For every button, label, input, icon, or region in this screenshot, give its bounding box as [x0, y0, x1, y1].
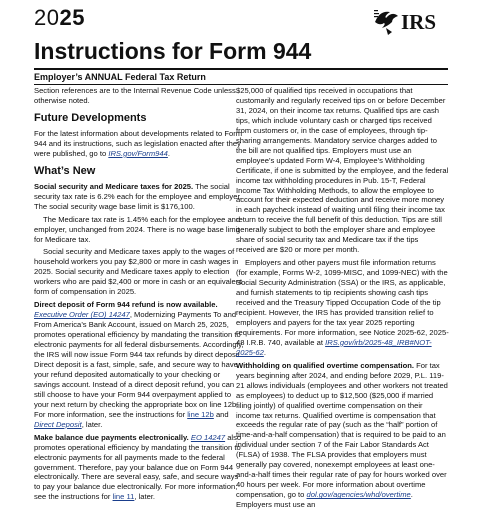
- left-column: [34, 86, 244, 502]
- direct-deposit-paragraph: [34, 300, 244, 429]
- payors-paragraph: [236, 258, 449, 358]
- payments-paragraph: [34, 433, 244, 503]
- notice-2025-62-link[interactable]: IRS.gov/irb/2025-48_IRB#NOT-2025-62: [236, 337, 432, 357]
- year-suffix: 25: [59, 5, 85, 30]
- direct-deposit-heading: Direct deposit of Form 944 refund is now available.: [34, 300, 218, 310]
- payors-text: Employers and other payers must file information returns (for example, Forms W-2, 1099-MISC, and 1099-NEC) with the Social Security Administration (SSA) or the IRS, as applicable, and furnish statements to tip recipients showing cash tips received and the Treasury Tipped Occupation Code of the tip recipient. However, the IRS has provided transition relief to employers and payers for the tax year 2025 reporting requirements. For more information, see Notice 2025-62, 2025-48 I.R.B. 740, available at: [236, 258, 449, 347]
- intro-text: Section references are to the Internal Revenue Code unless otherwise noted.: [34, 86, 236, 105]
- future-paragraph: For the latest information about developments related to Form 944 and its instructions, such as legislation enacted after they were published, go to IRS.gov/Form944.: [34, 128, 243, 158]
- tips-paragraph: $25,000 of qualified tips received in occupations that customarily and regularly received tips on or before December 31, 2024, on their income tax returns. Qualified tips are cash tips, which include voluntary cash or charged tips received from customers or, in the case of employees, through tip-sharing arrangements. Mandatory service charges added to the bill are not qualified tips. Employers must use an employee’s updated Form W-4, Employee’s Withholding Certificate, if one is submitted by the employee, and the federal income tax withholding procedures in Pub. 15-T, Federal Income Tax Withholding Methods, to allow the employee to account for their expected deduction and receive more money in each paycheck instead of waiting until filing their income tax return to receive the full benefit of this deduction. Tips are still generally subject to both the employer share and employee share of social security tax and Medicare tax if the tips received are $20 or more per month.: [236, 86, 449, 255]
- title-rule: [34, 68, 448, 70]
- overtime-heading: Withholding on qualified overtime compensation.: [236, 360, 414, 370]
- form944-link[interactable]: IRS.gov/Form944: [108, 148, 168, 158]
- page-subtitle: Employer’s ANNUAL Federal Tax Return: [34, 72, 206, 82]
- payments-end: , later.: [134, 492, 156, 502]
- right-column: [236, 86, 449, 510]
- ss-text: The social security tax rate is 6.2% each for the employee and employer. The social security wage base limit is $176,100.: [34, 181, 242, 211]
- ss-paragraph: [34, 182, 244, 212]
- and-text: and: [213, 409, 229, 419]
- future-text: For the latest information about developments related to Form 944 and its instructions, such as legislation enacted after they were published, go to: [34, 128, 243, 158]
- heading-whats-new: What’s New: [34, 164, 96, 177]
- direct-deposit-text: , Modernizing Payments To and From America’s Bank Account, issued on March 25, 2025, promotes operational efficiency by mandating the transition to electronic payments for all federal disbursements. Accordingly, the IRS will now issue Form 944 tax refunds by direct deposit. Direct deposit is a fast, simple, safe, and secure way to have your refund deposited automatically to your checking or savings account. Instead of a direct deposit refund, you can still choose to have your Form 944 overpayment applied to your next return by checking the appropriate box on line 12b. For more information, see the instructions for: [34, 310, 244, 419]
- payors-end: .: [263, 347, 266, 357]
- medicare-paragraph: The Medicare tax rate is 1.45% each for the employee and employer, unchanged from 2024. There is no wage base limit for Medicare tax.: [34, 214, 241, 244]
- form-year: [34, 7, 85, 29]
- irs-eagle-logo-icon: [372, 2, 448, 40]
- logo-text: IRS: [401, 10, 437, 34]
- page-title: Instructions for Form 944: [34, 38, 312, 64]
- subtitle-rule: [34, 84, 448, 85]
- overtime-text: For tax years beginning after 2024, and ending before 2029, P.L. 119-21 allows individuals (employees and other workers not treated as employees) to deduct up to $12,500 ($25,000 if married filing jointly) of qualified overtime compensation on their income tax returns. Qualified overtime is compensation that exceeds the regular rate of pay (such as the “half” portion of time-and-a-half compensation) that is required to be paid to an individual under section 7 of the Fair Labor Standards Act (FLSA) of 1938. The FLSA provides that employers must generally pay covered, nonexempt employees at least one-and-a-half times their regular rate of pay for hours worked over 40 hours per week. For more information about overtime compensation, go to: [236, 360, 448, 500]
- year-prefix: 20: [34, 5, 60, 30]
- ss-heading: Social security and Medicare taxes for 2025.: [34, 181, 194, 191]
- direct-deposit-link[interactable]: Direct Deposit: [34, 419, 82, 429]
- payments-heading: Make balance due payments electronically.: [34, 432, 189, 442]
- overtime-paragraph: [236, 361, 449, 510]
- line-11-link[interactable]: line 11: [112, 492, 135, 502]
- eo-14247-link[interactable]: Executive Order (EO) 14247: [34, 310, 130, 320]
- household-paragraph: Social security and Medicare taxes apply to the wages of household workers you pay $2,800 or more in cash wages in 2025. Social security and Medicare taxes apply to election workers who are paid $2,400 or more in cash or an equivalent form of compensation in 2025.: [34, 247, 243, 297]
- dol-overtime-link[interactable]: dol.gov/agencies/whd/overtime: [306, 490, 411, 500]
- eo-14247-link-2[interactable]: EO 14247: [190, 432, 226, 442]
- heading-future-developments: Future Developments: [34, 111, 147, 124]
- overtime-end: . Employers must use an: [236, 490, 413, 510]
- line-12b-link[interactable]: line 12b: [187, 409, 214, 419]
- direct-deposit-end: , later.: [81, 419, 103, 429]
- payments-text: also promotes operational efficiency by mandating the transition to electronic payments for all payments made to the federal government. Therefore, pay your balance due on Form 944 electronically. There are several easy, safe, and secure ways to pay your balance due electronically. For more information, see the instructions for: [34, 432, 242, 502]
